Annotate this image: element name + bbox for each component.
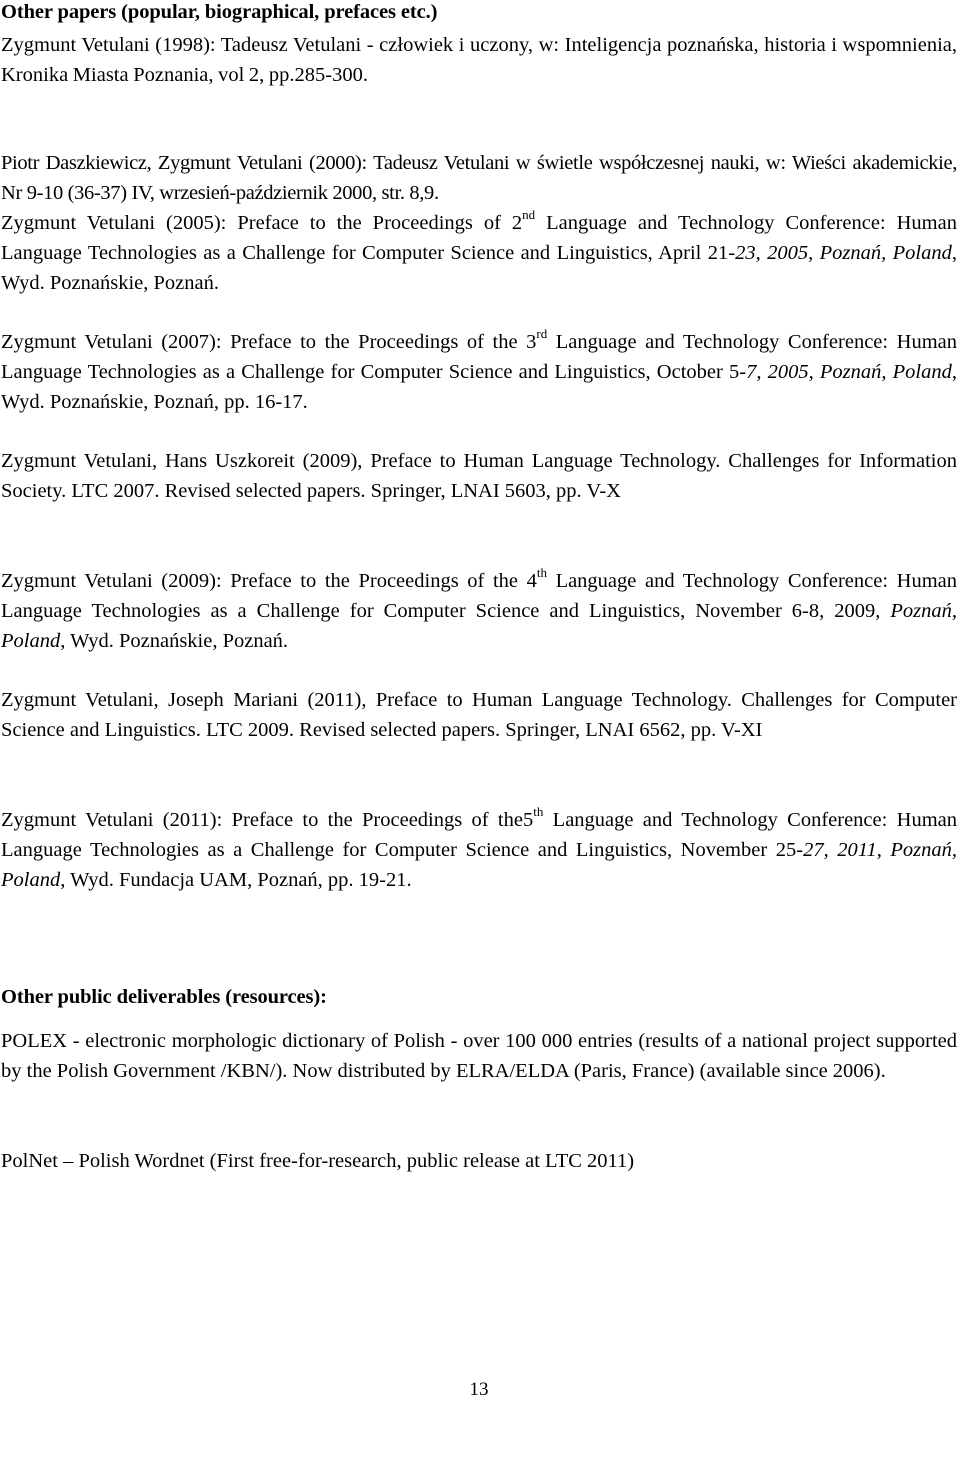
entry-text: , Wyd. Poznańskie, Poznań. [60,630,289,652]
entry-text: Language and Technology Conference: Human Language Technologies as a Challenge for Computer Science and Linguistics, November 25- [1,809,957,861]
page-number: 13 [469,1379,489,1400]
paper-entry-2011 [1,805,957,895]
entry-text: Zygmunt Vetulani (2007): Preface to the Proceedings of the 3 [1,331,537,353]
deliverable-entry-polex: POLEX - electronic morphologic dictionary of Polish - over 100 000 entries (results of a national project supported by the Polish Government /KBN/). Now distributed by ELRA/ELDA (Paris, France) (available since 2006). [1,1030,957,1082]
entry-text: Zygmunt Vetulani (2011): Preface to the Proceedings of the5 [1,809,534,831]
section-heading-other-papers: Other papers (popular, biographical, prefaces etc.) [1,1,438,23]
ordinal-suffix: nd [522,207,536,223]
paper-entry-2000: Piotr Daszkiewicz, Zygmunt Vetulani (2000): Tadeusz Vetulani w świetle współczesnej nauki, w: Wieści akademickie, Nr 9-10 (36-37) IV, wrzesień-październik 2000, str. 8,9. [1,152,957,204]
entry-text: Zygmunt Vetulani (2005): Preface to the Proceedings of 2 [1,212,523,234]
deliverable-entry-polnet: PolNet – Polish Wordnet (First free-for-research, public release at LTC 2011) [1,1150,635,1172]
paper-entry-2005 [1,208,957,298]
ordinal-suffix: rd [536,326,548,342]
ordinal-suffix: th [533,804,544,820]
paper-entry-2007 [1,327,957,417]
paper-entry-2009-uszkoreit: Zygmunt Vetulani, Hans Uszkoreit (2009), Preface to Human Language Technology. Challenges for Information Society. LTC 2007. Revised selected papers. Springer, LNAI 5603, pp. V-X [1,450,957,502]
entry-italic-text: 27, 2011, Poznań, Poland [1,839,958,891]
entry-italic-text: 23, 2005, Poznań, Poland [735,242,952,264]
entry-text: , Wyd. Fundacja UAM, Poznań, pp. 19-21. [60,869,412,891]
paper-entry-2011-mariani: Zygmunt Vetulani, Joseph Mariani (2011), Preface to Human Language Technology. Challenges for Computer Science and Linguistics. LTC 2009. Revised selected papers. Springer, LNAI 6562, pp. V-XI [1,689,957,741]
entry-text: Language and Technology Conference: Human Language Technologies as a Challenge for Computer Science and Linguistics, November 6-8, 2009, [1,570,957,622]
entry-text: , Wyd. Poznańskie, Poznań. [1,242,957,294]
entry-text: Language and Technology Conference: Human Language Technologies as a Challenge for Computer Science and Linguistics, April 21- [1,212,957,264]
section-heading-public-deliverables: Other public deliverables (resources): [1,986,327,1008]
entry-text: Language and Technology Conference: Human Language Technologies as a Challenge for Computer Science and Linguistics, October 5- [1,331,957,383]
paper-entry-2009 [1,566,957,656]
entry-italic-text: 7, 2005, Poznań, Poland [746,361,952,383]
entry-text: , Wyd. Poznańskie, Poznań, pp. 16-17. [1,361,958,413]
entry-text: Zygmunt Vetulani (2009): Preface to the Proceedings of the 4 [1,570,537,592]
ordinal-suffix: th [536,565,547,581]
paper-entry-1998: Zygmunt Vetulani (1998): Tadeusz Vetulani - człowiek i uczony, w: Inteligencja poznańska, historia i wspomnienia, Kronika Miasta Poznania, vol 2, pp.285-300. [1,34,957,86]
entry-italic-text: Poznań, Poland [1,600,957,652]
